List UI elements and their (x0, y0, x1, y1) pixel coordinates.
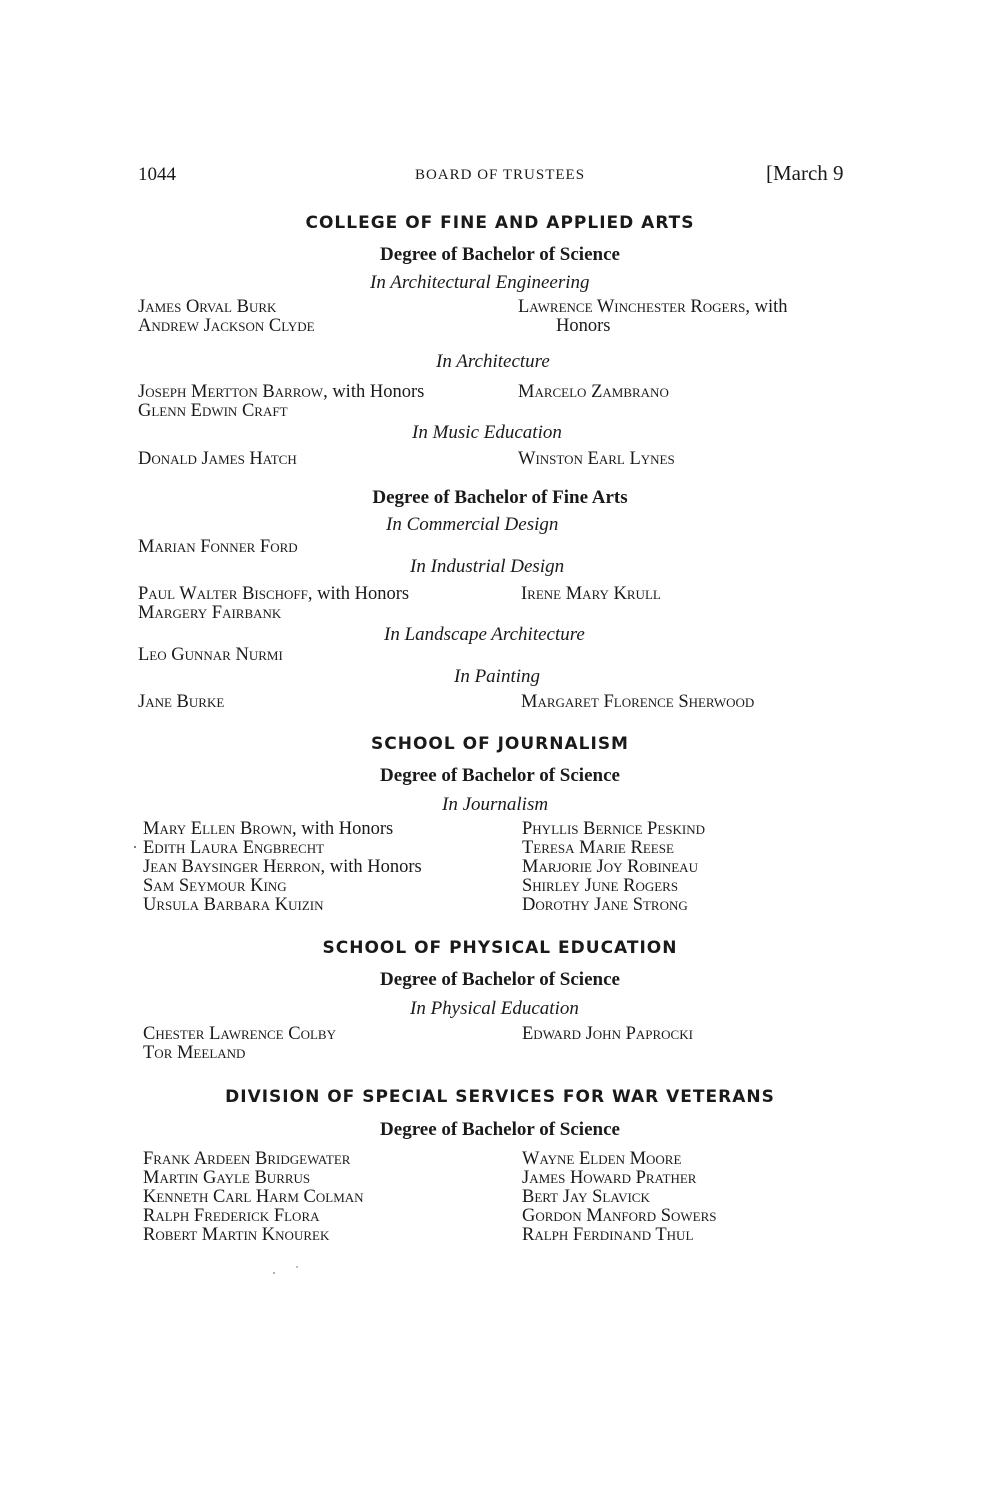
graduate-name: Teresa Marie Reese (522, 838, 674, 858)
graduate-name: Margaret Florence Sherwood (521, 692, 755, 712)
graduate-name: Jane Burke (138, 692, 225, 712)
graduate-name: Joseph Mertton Barrow (138, 382, 324, 402)
program-heading: In Commercial Design (386, 514, 559, 535)
honors-note: Honors (556, 316, 611, 336)
graduate-entry (143, 895, 323, 915)
degree-heading: Degree of Bachelor of Science (380, 969, 620, 990)
graduate-name: Edith Laura Engbrecht (143, 838, 325, 858)
program-heading: In Architecture (436, 351, 550, 372)
program-heading: In Industrial Design (410, 556, 565, 577)
graduate-entry (138, 584, 409, 604)
graduate-name: Sam Seymour King (143, 876, 287, 896)
graduate-name: Dorothy Jane Strong (522, 895, 688, 915)
graduate-name: Marcelo Zambrano (518, 382, 669, 402)
graduate-name: Margery Fairbank (138, 603, 282, 623)
program-heading: In Painting (454, 666, 541, 687)
graduate-entry (143, 857, 422, 877)
graduate-entry (143, 876, 287, 896)
degree-heading: Degree of Bachelor of Science (380, 244, 620, 265)
graduate-name: Marian Fonner Ford (138, 537, 298, 557)
graduate-name: Marjorie Joy Robineau (522, 857, 698, 877)
honors-note: , with (745, 297, 788, 317)
degree-heading: Degree of Bachelor of Science (380, 1119, 620, 1140)
graduate-entry (518, 297, 788, 317)
degree-heading: Degree of Bachelor of Science (380, 765, 620, 786)
graduate-name: Andrew Jackson Clyde (138, 316, 315, 336)
program-heading: In Landscape Architecture (384, 624, 585, 645)
page-number: 1044 (138, 164, 176, 185)
section-heading-physical-education: SCHOOL OF PHYSICAL EDUCATION (322, 938, 678, 958)
graduate-name: Martin Gayle Burrus (143, 1168, 311, 1188)
speck-mark (296, 1266, 298, 1268)
graduate-name: Gordon Manford Sowers (522, 1206, 717, 1226)
section-heading-fine-arts: COLLEGE OF FINE AND APPLIED ARTS (305, 213, 695, 233)
graduate-name: Shirley June Rogers (522, 876, 679, 896)
graduate-name: Donald James Hatch (138, 449, 297, 469)
graduate-entry (143, 819, 393, 839)
speck-mark (273, 1272, 275, 1274)
graduate-name: Lawrence Winchester Rogers (518, 297, 746, 317)
graduate-name: Bert Jay Slavick (522, 1187, 650, 1207)
page-date: [March 9 (766, 161, 844, 185)
graduate-name: Ursula Barbara Kuizin (143, 895, 324, 915)
graduate-name: Edward John Paprocki (522, 1024, 693, 1044)
honors-note: , with Honors (307, 584, 410, 604)
graduate-entry (143, 838, 324, 858)
graduate-name: Robert Martin Knourek (143, 1225, 330, 1245)
program-heading: In Journalism (442, 794, 549, 815)
running-title: BOARD OF TRUSTEES (414, 167, 586, 183)
section-heading-journalism: SCHOOL OF JOURNALISM (371, 734, 629, 754)
honors-note: , with Honors (320, 857, 422, 877)
graduate-name: James Orval Burk (138, 297, 277, 317)
graduate-name: Phyllis Bernice Peskind (522, 819, 705, 839)
degree-heading: Degree of Bachelor of Fine Arts (372, 487, 628, 508)
graduate-entry (138, 382, 424, 402)
graduate-name: Tor Meeland (143, 1043, 246, 1063)
honors-note: , with Honors (323, 382, 425, 402)
graduate-name: Ralph Frederick Flora (143, 1206, 320, 1226)
graduate-name: Paul Walter Bischoff (138, 584, 308, 604)
section-heading-war-veterans: DIVISION OF SPECIAL SERVICES FOR WAR VETERANS (225, 1087, 775, 1107)
graduate-name: Jean Baysinger Herron (143, 857, 321, 877)
graduate-name: Wayne Elden Moore (522, 1149, 682, 1169)
program-heading: In Physical Education (410, 998, 579, 1019)
graduate-name: Chester Lawrence Colby (143, 1024, 336, 1044)
graduate-name: Frank Ardeen Bridgewater (143, 1149, 351, 1169)
graduate-name: Kenneth Carl Harm Colman (143, 1187, 364, 1207)
graduate-name: James Howard Prather (522, 1168, 697, 1188)
graduate-name: Winston Earl Lynes (518, 449, 675, 469)
graduate-name: Mary Ellen Brown (143, 819, 292, 839)
program-heading: In Music Education (412, 422, 562, 443)
graduate-name: Ralph Ferdinand Thul (522, 1225, 694, 1245)
speck-mark (134, 846, 136, 848)
graduate-name: Leo Gunnar Nurmi (138, 645, 283, 665)
honors-note: , with Honors (292, 819, 394, 839)
program-heading: In Architectural Engineering (370, 272, 590, 293)
graduate-name: Irene Mary Krull (521, 584, 661, 604)
graduate-name: Glenn Edwin Craft (138, 401, 288, 421)
